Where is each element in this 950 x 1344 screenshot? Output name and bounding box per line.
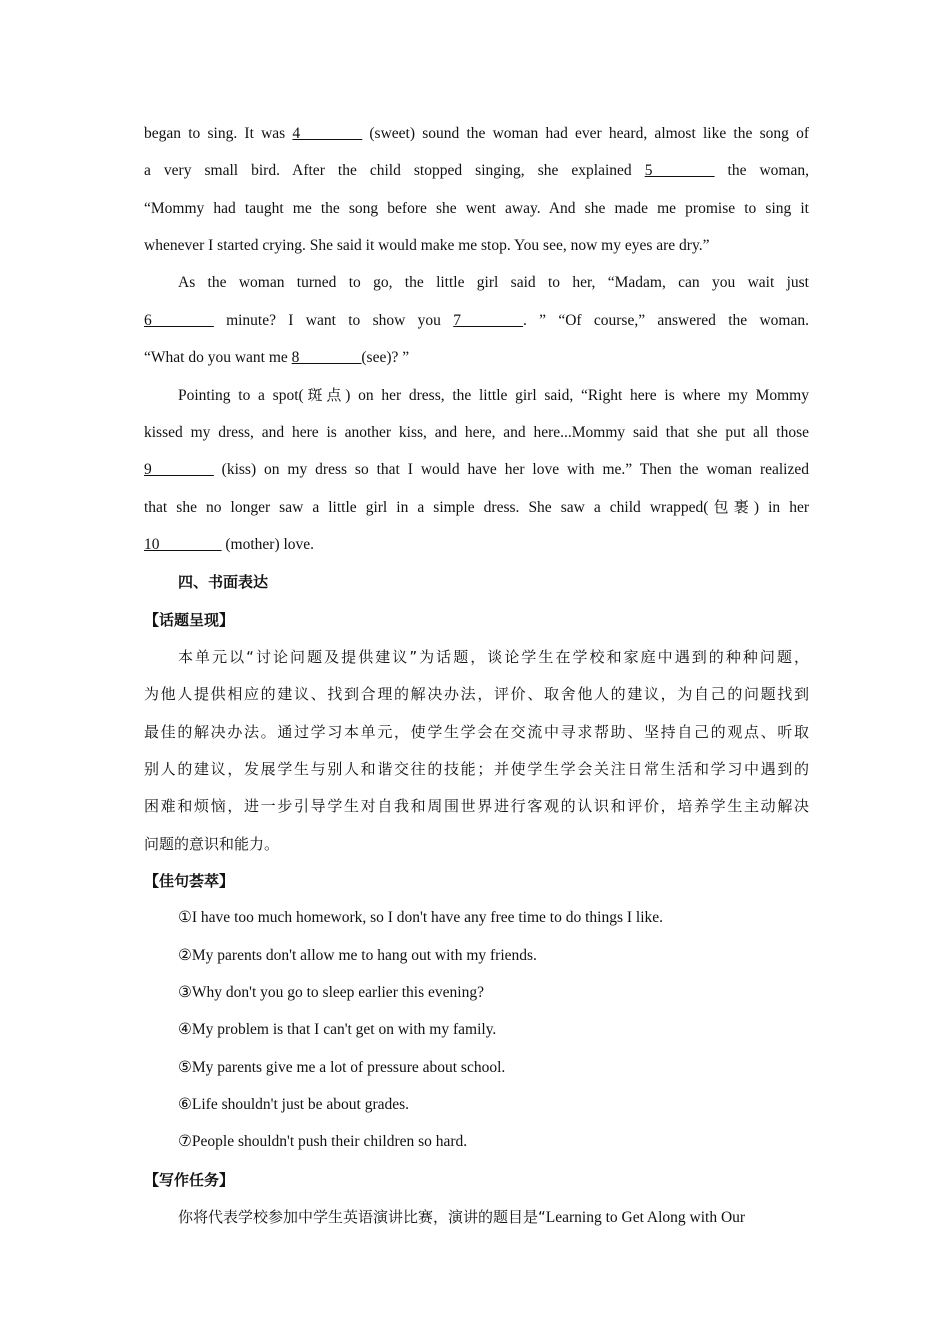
gloss: 斑点 — [303, 386, 346, 404]
text: . ” “Of course,” answered the woman. — [522, 312, 809, 329]
sentence-item: ⑥Life shouldn't just be about grades. — [178, 1096, 410, 1113]
sentence-item: ③Why don't you go to sleep earlier this evening? — [178, 984, 484, 1001]
topic-heading: 【话题呈现】 — [144, 611, 235, 629]
passage-line: “Mommy had taught me the song before she went away. And she made me promise to sing it — [144, 200, 809, 217]
topic-line: 最佳的解决办法。通过学习本单元，使学生学会在交流中寻求帮助、坚持自己的观点、听取 — [144, 723, 809, 741]
blank-5[interactable]: 5________ — [644, 162, 715, 179]
text: minute? I want to show you — [213, 312, 454, 329]
blank-7[interactable]: 7________ — [453, 312, 523, 329]
passage-line — [144, 348, 809, 368]
sentence-item: ④My problem is that I can't get on with my family. — [178, 1021, 497, 1038]
text: (sweet) sound the woman had ever heard, almost like the song of — [362, 125, 809, 142]
topic-line: 为他人提供相应的建议、找到合理的解决办法，评价、取舍他人的建议，为自己的问题找到 — [144, 685, 809, 703]
sentence-item: ⑤My parents give me a lot of pressure about school. — [178, 1059, 506, 1076]
passage-line — [144, 535, 809, 555]
text: ) in her — [753, 499, 809, 516]
passage-line: As the woman turned to go, the little girl said to her, “Madam, can you wait just — [178, 274, 809, 291]
text: (mother) love. — [221, 536, 315, 553]
blank-8[interactable]: 8________ — [291, 349, 362, 366]
passage-line — [144, 497, 809, 518]
sentence-item: ①I have too much homework, so I don't have any free time to do things I like. — [178, 909, 664, 926]
text: (kiss) on my dress so that I would have her love with me.” Then the woman realized — [213, 461, 809, 478]
section-title: 四、书面表达 — [178, 573, 269, 591]
text: (see)? ” — [361, 349, 410, 366]
blank-10[interactable]: 10________ — [144, 536, 222, 553]
blank-9[interactable]: 9________ — [144, 461, 214, 478]
blank-4[interactable]: 4________ — [292, 125, 363, 142]
topic-line: 困难和烦恼，进一步引导学生对自我和周围世界进行客观的认识和评价，培养学生主动解决 — [144, 797, 809, 815]
passage-line: whenever I started crying. She said it would make me stop. You see, now my eyes are dry.” — [144, 237, 710, 254]
blank-6[interactable]: 6________ — [144, 312, 214, 329]
passage-line — [144, 311, 809, 331]
text: Learning to Get Along with Our — [545, 1209, 746, 1226]
passage-line — [144, 161, 809, 181]
topic-line: 本单元以“讨论问题及提供建议”为话题，谈论学生在学校和家庭中遇到的种种问题， — [178, 648, 809, 666]
text: that she no longer saw a little girl in a simple dress. She saw a child wrapped( — [144, 499, 709, 516]
sentence-item: ⑦People shouldn't push their children so hard. — [178, 1133, 468, 1150]
text: “What do you want me — [144, 349, 292, 366]
task-heading: 【写作任务】 — [144, 1171, 235, 1189]
sentence-item: ②My parents don't allow me to hang out with my friends. — [178, 947, 537, 964]
text: ) on her dress, the little girl said, “Right here is where my Mommy — [345, 387, 809, 404]
text: the woman, — [714, 162, 809, 179]
passage-line: kissed my dress, and here is another kiss, and here, and here...Mommy said that she put all those — [144, 424, 809, 441]
passage-line — [178, 385, 809, 406]
topic-line: 问题的意识和能力。 — [144, 835, 280, 853]
gloss: 包裹 — [708, 498, 754, 516]
task-line — [178, 1207, 809, 1228]
passage-line — [144, 460, 809, 480]
topic-line: 别人的建议，发展学生与别人和谐交往的技能；并使学生学会关注日常生活和学习中遇到的 — [144, 760, 809, 778]
sentences-heading: 【佳句荟萃】 — [144, 872, 235, 890]
text: Pointing to a spot( — [178, 387, 304, 404]
text: a very small bird. After the child stopped singing, she explained — [144, 162, 645, 179]
passage-line — [144, 124, 809, 144]
text: 你将代表学校参加中学生英语演讲比赛，演讲的题目是“ — [178, 1208, 546, 1226]
text: began to sing. It was — [144, 125, 293, 142]
